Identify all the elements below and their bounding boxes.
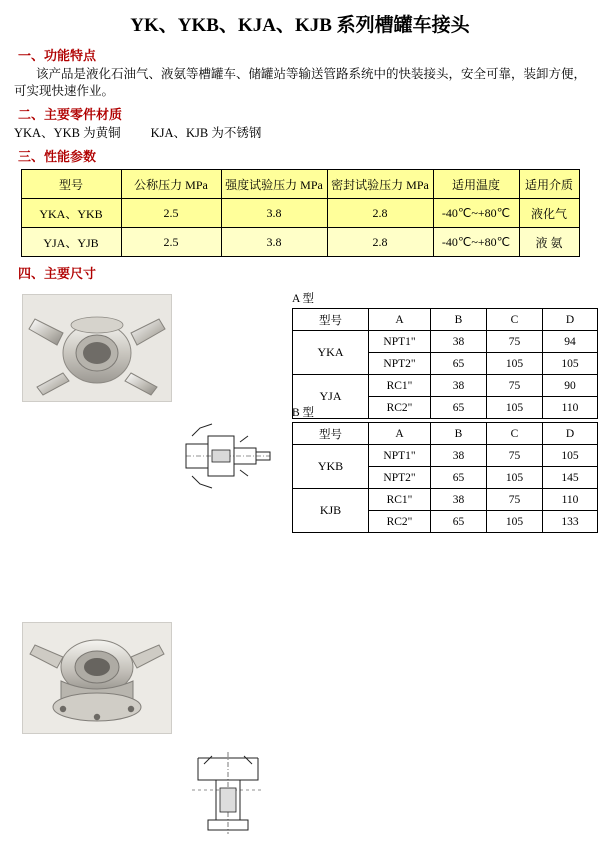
coupling-photo-bottom [22,622,172,734]
cell-model: YKB [293,445,369,489]
section-heading-features: 一、功能特点 [18,48,97,63]
cell-d: 105 [543,445,598,467]
dimension-table-a-wrapper [292,290,598,419]
col-header-d: D [543,309,598,331]
cell-temperature: -40℃~+80℃ [433,228,519,257]
cell-b: 65 [431,353,487,375]
cell-b: 38 [431,445,487,467]
cell-model: YJA [293,375,369,419]
cell-a: NPT1" [369,331,431,353]
col-header-seal-test: 密封试验压力 MPa [327,170,433,199]
coupling-drawing-a-type [178,402,278,508]
col-header-c: C [487,309,543,331]
table-row [293,445,598,467]
cell-d: 133 [543,511,598,533]
cell-medium: 液 氨 [519,228,579,257]
section-heading-dimensions: 四、主要尺寸 [18,266,97,281]
performance-table [21,169,580,257]
col-header-temperature: 适用温度 [433,170,519,199]
cell-c: 75 [487,375,543,397]
section-body-materials [14,125,586,142]
cell-model: KJB [293,489,369,533]
section-body-features: 该产品是液化石油气、液氨等槽罐车、储罐站等输送管路系统中的快装接头，安全可靠，装卸方便，可实现快速作业。 [14,67,587,98]
cell-strength-test: 3.8 [221,228,327,257]
table-header-row [21,170,579,199]
cell-d: 94 [543,331,598,353]
dimensions-area [0,286,600,722]
table-row [293,331,598,353]
cell-temperature: -40℃~+80℃ [433,199,519,228]
cell-a: NPT2" [369,353,431,375]
cell-b: 38 [431,375,487,397]
cell-d: 105 [543,353,598,375]
cell-d: 90 [543,375,598,397]
cell-b: 65 [431,467,487,489]
cell-b: 65 [431,511,487,533]
cell-nominal-pressure: 2.5 [121,228,221,257]
col-header-nominal-pressure: 公称压力 MPa [121,170,221,199]
cell-d: 110 [543,397,598,419]
cell-b: 38 [431,489,487,511]
cell-medium: 液化气 [519,199,579,228]
col-header-medium: 适用介质 [519,170,579,199]
material-brass: YKA、YKB 为黄铜 [14,126,121,140]
cell-b: 38 [431,331,487,353]
cell-a: RC1" [369,375,431,397]
dimension-table-b [292,422,598,533]
table-row [293,375,598,397]
table-header-row [293,423,598,445]
cell-model: YKA、YKB [21,199,121,228]
cell-model: YKA [293,331,369,375]
col-header-model: 型号 [293,309,369,331]
cell-c: 75 [487,445,543,467]
col-header-model: 型号 [21,170,121,199]
cell-model: YJA、YJB [21,228,121,257]
section-heading-materials: 二、主要零件材质 [18,107,123,122]
cell-d: 110 [543,489,598,511]
cell-a: RC1" [369,489,431,511]
table-row [21,228,579,257]
dimension-a-label: A 型 [292,293,315,305]
coupling-photo-top-graphic [23,295,171,401]
table-row [21,199,579,228]
cell-seal-test: 2.8 [327,228,433,257]
table-row [293,489,598,511]
cell-seal-test: 2.8 [327,199,433,228]
cell-a: NPT2" [369,467,431,489]
cell-c: 75 [487,331,543,353]
cell-d: 145 [543,467,598,489]
cell-a: NPT1" [369,445,431,467]
dimension-b-label: B 型 [292,407,315,419]
col-header-model: 型号 [293,423,369,445]
material-stainless: KJA、KJB 为不锈钢 [150,126,262,140]
coupling-drawing-b-graphic [178,734,278,844]
col-header-a: A [369,309,431,331]
cell-c: 75 [487,489,543,511]
section-heading-performance: 三、性能参数 [18,149,97,164]
cell-a: RC2" [369,511,431,533]
coupling-drawing-a-graphic [178,402,278,508]
coupling-drawing-b-type [178,734,278,844]
table-header-row [293,309,598,331]
col-header-d: D [543,423,598,445]
cell-nominal-pressure: 2.5 [121,199,221,228]
cell-a: RC2" [369,397,431,419]
dimension-table-b-wrapper [292,404,598,533]
cell-c: 105 [487,511,543,533]
cell-c: 105 [487,397,543,419]
cell-b: 65 [431,397,487,419]
coupling-photo-top [22,294,172,402]
col-header-b: B [431,309,487,331]
col-header-c: C [487,423,543,445]
col-header-b: B [431,423,487,445]
col-header-strength-test: 强度试验压力 MPa [221,170,327,199]
cell-c: 105 [487,467,543,489]
page-title: YK、YKB、KJA、KJB 系列槽罐车接头 [130,15,470,36]
dimension-table-a [292,308,598,419]
coupling-photo-bottom-graphic [23,623,171,733]
cell-c: 105 [487,353,543,375]
col-header-a: A [369,423,431,445]
cell-strength-test: 3.8 [221,199,327,228]
